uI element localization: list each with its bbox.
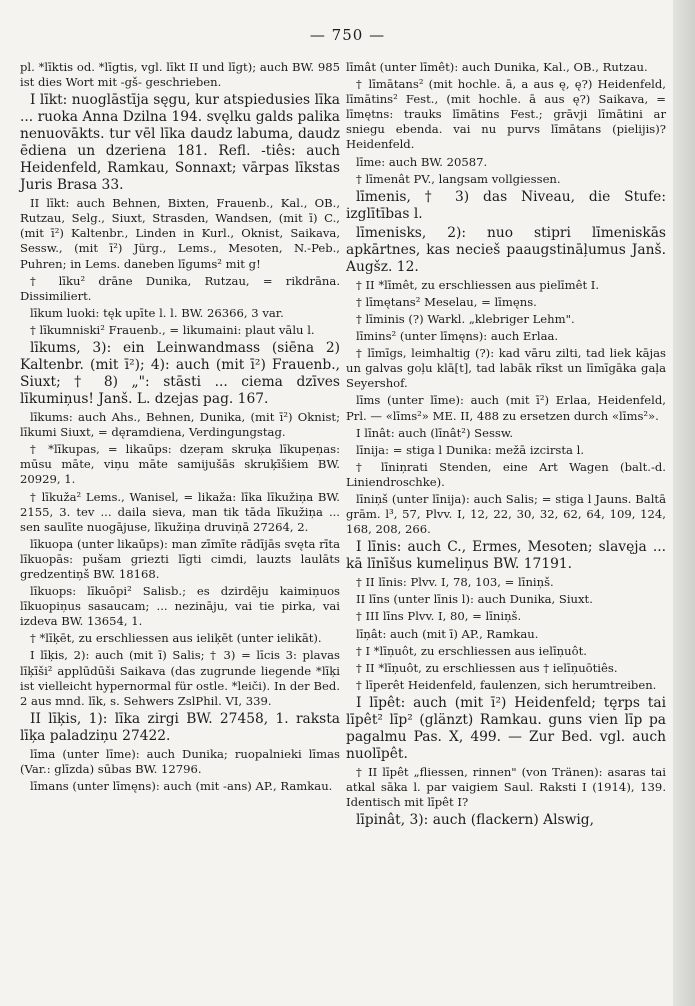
dictionary-entry: † līkumniski² Frauenb., = likumaini: plaut vālu l. [30,322,315,337]
dictionary-entry: I līnât: auch (līnât²) Sessw. [356,425,514,440]
dictionary-entry: līkuopa (unter likaūps): man zīmīte rādījās svęta rīta līkuopās: pušam griezti līgti cimdi, lauzts laulāts gredzentiņš BW. 18168. [20,536,340,581]
dictionary-entry: līmât (unter līmêt): auch Dunika, Kal., OB., Rutzau. [346,60,648,74]
dictionary-entry: līmenis, † 3) das Niveau, die Stufe: izglītības l. [346,188,666,222]
dictionary-entry: † līmīgs, leimhaltig (?): kad vāru zilti, tad liek kājas un galvas goļu klā[t], tad labāk rīkst un līmīgāka gaļa Seyershof. [346,346,666,391]
dictionary-entry: II līns (unter līnis l): auch Dunika, Siuxt. [356,592,593,607]
dictionary-entry: līkums, 3): ein Leinwandmass (siēna 2) Kaltenbr. (mit ī²); 4): auch (mit ī²) Frauenb., Siuxt; † 8) „": stāsti ... ciema dzīves līkumiņus! Janš. L. dzejas pag. 167. [20,340,340,408]
dictionary-entry: † līkuža² Lems., Wanisel, = likaža: līka līkužiņa BW. 2155, 3. tev ... daila sieva, man tik tāda līkužiņa ... sen saulīte nuogājuse, līkužiņa druviņā 27264, 2. [20,489,340,534]
dictionary-entry: † III līns Plvv. I, 80, = līniņš. [356,609,522,624]
dictionary-entry: līmans (unter līmęns): auch (mit -ans) AP., Ramkau. [30,779,333,793]
dictionary-entry: † II līpêt „fliessen, rinnen" (von Tränen): asaras tai atkal sāka l. par vaigiem Saul. Raksti I (1914), 139. Identisch mit līpêt I? [346,764,666,810]
dictionary-entry: līms (unter līme): auch (mit ī²) Erlaa, Heidenfeld, Prl. — «līms²» ME. II, 488 zu ersetzen durch «līms²». [346,393,666,423]
dictionary-entry: līmins² (unter līmęns): auch Erlaa. [356,329,559,344]
dictionary-entry: līkuops: līkuōpi² Salisb.; es dzirdēju kaimiņuos līkuopiņus sasaucam; ... nezināju, vai tie pirka, vai izdeva BW. 13654, 1. [20,584,340,629]
dictionary-entry: † *līķēt, zu erschliessen aus ieliķēt (unter ielikāt). [30,631,322,646]
dictionary-entry: † II līnis: Plvv. I, 78, 103, = līniņš. [356,575,554,590]
dictionary-entry: † līminis (?) Warkl. „klebriger Lehm". [356,311,575,326]
dictionary-entry: † II *līmêt, zu erschliessen aus pielīmêt I. [356,277,600,292]
dictionary-entry: līkums: auch Ahs., Behnen, Dunika, (mit ī²) Oknist; līkumi Siuxt, = dęramdiena, Verdingungstag. [20,410,340,440]
dictionary-entry: I līkt: nuoglāstīja sęgu, kur atspiedusies līka ... ruoka Anna Dzilna 194. svęlku galds palika nenuovākts. tur vēl līka daudz labuma, daudz ēdiena un dzeriena 181. Refl. -tiês: auch Heidenfeld, Ramkau, Sonnaxt; vārpas līkstas Juris Brasa 33. [20,92,340,194]
dictionary-entry: līpinât, 3): auch (flackern) Alswig, [356,812,595,829]
dictionary-entry: † līku² drāne Dunika, Rutzau, = rikdrāna. Dissimiliert. [20,273,340,303]
left-column [20,60,340,796]
dictionary-entry: līnija: = stiga l Dunika: mežā izcirsta l. [356,442,585,457]
dictionary-entry: I līpêt: auch (mit ī²) Heidenfeld; tęrps tai līpêt² līp² (glänzt) Ramkau. guns vien līp pa pagalmu Pas. X, 499. — Zur Bed. vgl. auch nuolīpêt. [346,694,666,762]
right-column [346,60,666,831]
dictionary-entry: † II *līņuôt, zu erschliessen aus † ielīņuōtiês. [356,660,618,675]
dictionary-entry: līniņš (unter līnija): auch Salis; = stiga l Jauns. Baltā grām. l³, 57, Plvv. I, 12, 22, 30, 32, 62, 64, 109, 124, 168, 208, 266. [346,491,666,537]
dictionary-entry: pl. *līktis od. *līgtis, vgl. līkt II und līgt); auch BW. 985 ist dies Wort mit -gš- geschrieben. [20,60,340,90]
dictionary-entry: † I *līņuôt, zu erschliessen aus ielīņuôt. [356,643,587,658]
dictionary-entry: † līmenât PV., langsam vollgiessen. [356,171,561,186]
dictionary-entry: † līmętans² Meselau, = līmęns. [356,294,537,309]
dictionary-entry: līkum luoki: tęk upīte l. l. BW. 26366, 3 var. [30,305,284,320]
dictionary-entry: † līniņrati Stenden, eine Art Wagen (balt.-d. Liniendroschke). [346,459,666,489]
dictionary-entry: līma (unter līme): auch Dunika; ruopalnieki līmas (Var.: glīzda) sūbas BW. 12796. [20,746,340,776]
dictionary-entry: līmenisks, 2): nuo stipri līmeniskās apkārtnes, kas necieš paaugstināļumus Janš. Augšz. 12. [346,224,666,275]
dictionary-entry: I līnis: auch C., Ermes, Mesoten; slavęja ... kā līnīšus kumeliņus BW. 17191. [346,539,666,573]
dictionary-entry: II līkt: auch Behnen, Bixten, Frauenb., Kal., OB., Rutzau, Selg., Siuxt, Strasden, Wandsen, (mit ī) C., (mit ī²) Kaltenbr., Linden in Kurl., Oknist, Saikava, Sessw., (mit ī²) Jürg., Lems., Mesoten, N.-Peb., Puhren; in Lems. daneben līgums² mit g! [20,196,340,271]
dictionary-entry: līme: auch BW. 20587. [356,154,488,169]
dictionary-entry: I līķis, 2): auch (mit ī) Salis; † 3) = līcis 3: plavas līķīši² applūdūši Saikava (das zugrunde liegende *līķi ist vielleicht hypernormal für ostle. *leiči). In der Bed. 2 aus mnd. līk, s. Sehwers ZslPhil. VI, 339. [20,648,340,708]
dictionary-entry: † *līkupas, = likaūps: dzeŗam skruķa līkupeņas: mūsu māte, viņu māte samijušās skruķīšiem BW. 20929, 1. [20,442,340,487]
dictionary-entry: līņât: auch (mit ī) AP., Ramkau. [356,626,539,641]
dictionary-entry: † līmātans² (mit hochle. ā, a aus ę, ę?) Heidenfeld, līmātins² Fest., (mit hochle. ā aus ę?) Saikava, = līmętns: trauks līmātins Fest.; grāvji līmātini ar sniegu ebenda. vai nu purvs līmātans (pielijis)? Heidenfeld. [346,77,666,152]
page-number: — 750 — [309,26,386,44]
dictionary-entry: † līperêt Heidenfeld, faulenzen, sich herumtreiben. [356,677,657,692]
page-edge [673,0,695,1006]
dictionary-entry: II līķis, 1): līka zirgi BW. 27458, 1. raksta līķa paladziņu 27422. [20,710,340,744]
